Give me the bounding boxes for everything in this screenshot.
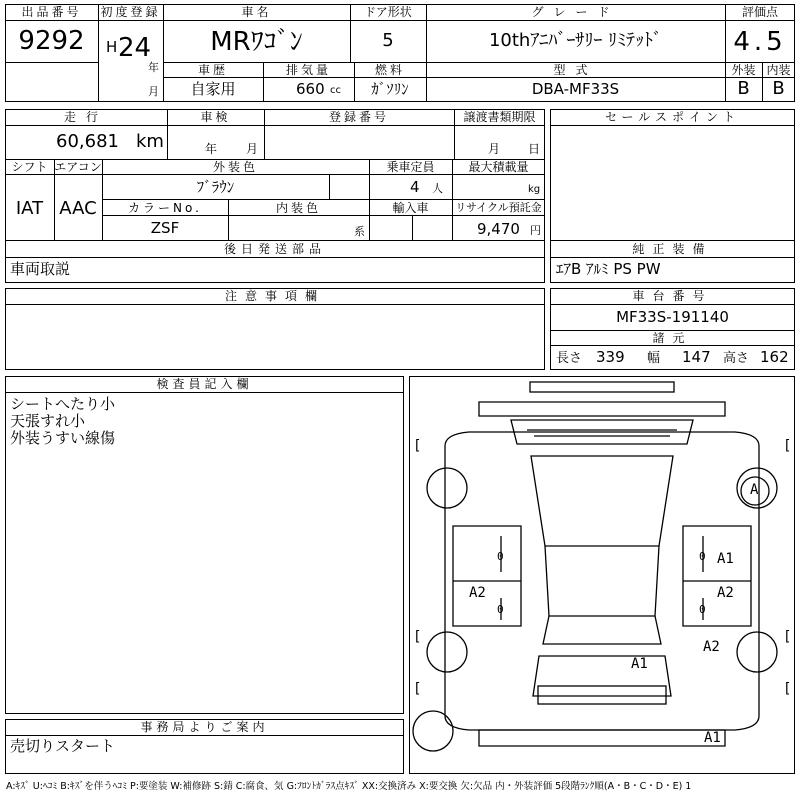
car-outline-svg [409,376,795,774]
inspector-notes-label: 検査員記入欄 [156,377,253,391]
color-number-label: カラーNo. [128,201,202,215]
interior-grade: B [772,78,785,99]
length-label: 長さ [556,351,583,366]
bracket-bottom-right: [ [783,681,792,697]
fuel-value: ｶﾞｿﾘﾝ [371,80,409,98]
month-unit: 月 [148,85,159,98]
interior-grade-label: 内装 [766,63,791,77]
damage-mark-right-rear-door: A2 [717,585,734,601]
grade-value: 10thｱﾆﾊﾞｰｻﾘｰ ﾘﾐﾃｯﾄﾞ [488,30,663,51]
damage-mark-rear-glass: A1 [631,656,648,672]
office-notice-label: 事務局よりご案内 [140,720,269,734]
damage-mark-left-front-door: A2 [469,585,486,601]
shift-value: IAT [15,198,44,219]
damage-mark-right-rear-fender: A2 [703,639,720,655]
damage-mark-right-front-door: A1 [717,551,734,567]
mileage-unit: km [136,131,164,152]
displacement-label: 排気量 [285,63,331,77]
bracket-rear-left: [ [413,629,422,645]
door-count: 5 [382,30,394,51]
standard-equipment-label: 純正装備 [632,242,713,256]
inspection-year-unit: 年 [205,142,218,156]
first-registration-label: 初度登録 [100,5,161,19]
standard-equipment-value: ｴｱB ｱﾙﾐ PS PW [556,260,661,278]
inspection-label: 車検 [200,110,231,124]
bracket-front-right: [ [783,438,792,454]
history-label: 車歴 [197,63,228,77]
recycle-deposit-value: 9,470 [477,220,520,238]
inspector-note-line-3: 外装うすい線傷 [10,429,116,447]
vehicle-damage-diagram [409,376,795,774]
car-name-label: 車名 [241,5,272,19]
history-value: 自家用 [190,80,236,98]
mileage-label: 走行 [63,110,108,124]
capacity-label: 乗車定員 [386,160,435,174]
registration-year: 24 [118,33,152,63]
bracket-front-left: [ [413,438,422,454]
transfer-deadline-label: 譲渡書類期限 [463,110,536,124]
exterior-grade-label: 外装 [731,63,756,77]
recycle-deposit-unit: 円 [530,224,541,237]
dimensions-label: 諸元 [652,331,693,345]
mileage-value: 60,681 [56,131,119,152]
mark-left-pillar: 0 [497,550,504,563]
door-type-label: ドア形状 [364,5,412,19]
aircon-value: AAC [59,198,97,219]
displacement-value: 660 [296,80,325,98]
max-load-label: 最大積載量 [468,160,529,174]
later-parts-value: 車両取説 [10,260,71,278]
inspector-note-line-1: シートへたり小 [10,395,116,413]
damage-mark-front-wheel: A [750,482,759,498]
registration-number-label: 登録番号 [328,110,389,124]
interior-color-label: 内装色 [275,201,321,215]
shift-label: シフト [11,160,48,174]
bracket-rear-right: [ [783,629,792,645]
transfer-month-unit: 月 [488,142,501,156]
sales-points-label: セールスポイント [605,110,740,124]
height-value: 162 [760,348,789,366]
score-value: 4.5 [733,27,787,57]
damage-mark-rear-bumper: A1 [704,730,721,746]
inspection-month-unit: 月 [246,142,259,156]
width-value: 147 [682,348,711,366]
length-value: 339 [596,348,625,366]
office-notice-value: 売切りスタート [10,737,116,755]
chassis-number-value: MF33S-191140 [616,308,729,326]
model-label: 型式 [553,63,598,77]
recycle-deposit-label: リサイクル預託金 [455,201,542,214]
mark-right-pillar: 0 [699,550,706,563]
exterior-grade: B [737,78,750,99]
aircon-label: エアコン [54,160,102,174]
caution-label: 注意事項欄 [224,289,325,303]
capacity-unit: 人 [432,182,443,195]
displacement-unit: cc [330,85,341,96]
score-label: 評価点 [741,5,778,19]
damage-code-legend: A:ｷｽﾞ U:ﾍｺﾐ B:ｷｽﾞを伴うﾍｺﾐ P:要塗装 W:補修跡 S:錆 C:腐食、気 G:ﾌﾛﾝﾄｶﾞﾗｽ点ｷｽﾞ XX:交換済み X:要交換 欠:欠品 内・外装評価 5段階ﾗﾝｸ順(A・B・C・D・E) 1 [6,781,692,792]
color-number-value: ZSF [150,219,180,237]
mark-right-rocker: 0 [699,603,706,616]
year-unit: 年 [148,61,159,74]
era-letter: H [106,38,118,56]
chassis-number-label: 車台番号 [632,289,713,303]
interior-color-unit: 系 [354,225,365,238]
fuel-label: 燃料 [374,63,405,77]
capacity-value: 4 [410,178,420,196]
width-label: 幅 [647,351,661,366]
car-name: MRﾜｺﾞﾝ [210,27,303,57]
lot-number-label: 出品番号 [21,5,82,19]
height-label: 高さ [723,351,750,366]
exterior-color-label: 外装色 [212,160,258,174]
inspector-note-line-2: 天張すれ小 [10,412,86,430]
model-value: DBA-MF33S [531,80,620,98]
mark-left-rocker: 0 [497,603,504,616]
import-label: 輸入車 [392,201,429,215]
lot-number: 9292 [18,26,85,56]
bracket-bottom-left: [ [413,681,422,697]
grade-label: グレード [531,5,620,19]
max-load-unit: kg [528,184,541,195]
later-parts-label: 後日発送部品 [223,242,326,256]
transfer-day-unit: 日 [528,142,541,156]
exterior-color-value: ﾌﾞﾗｳﾝ [196,178,235,196]
